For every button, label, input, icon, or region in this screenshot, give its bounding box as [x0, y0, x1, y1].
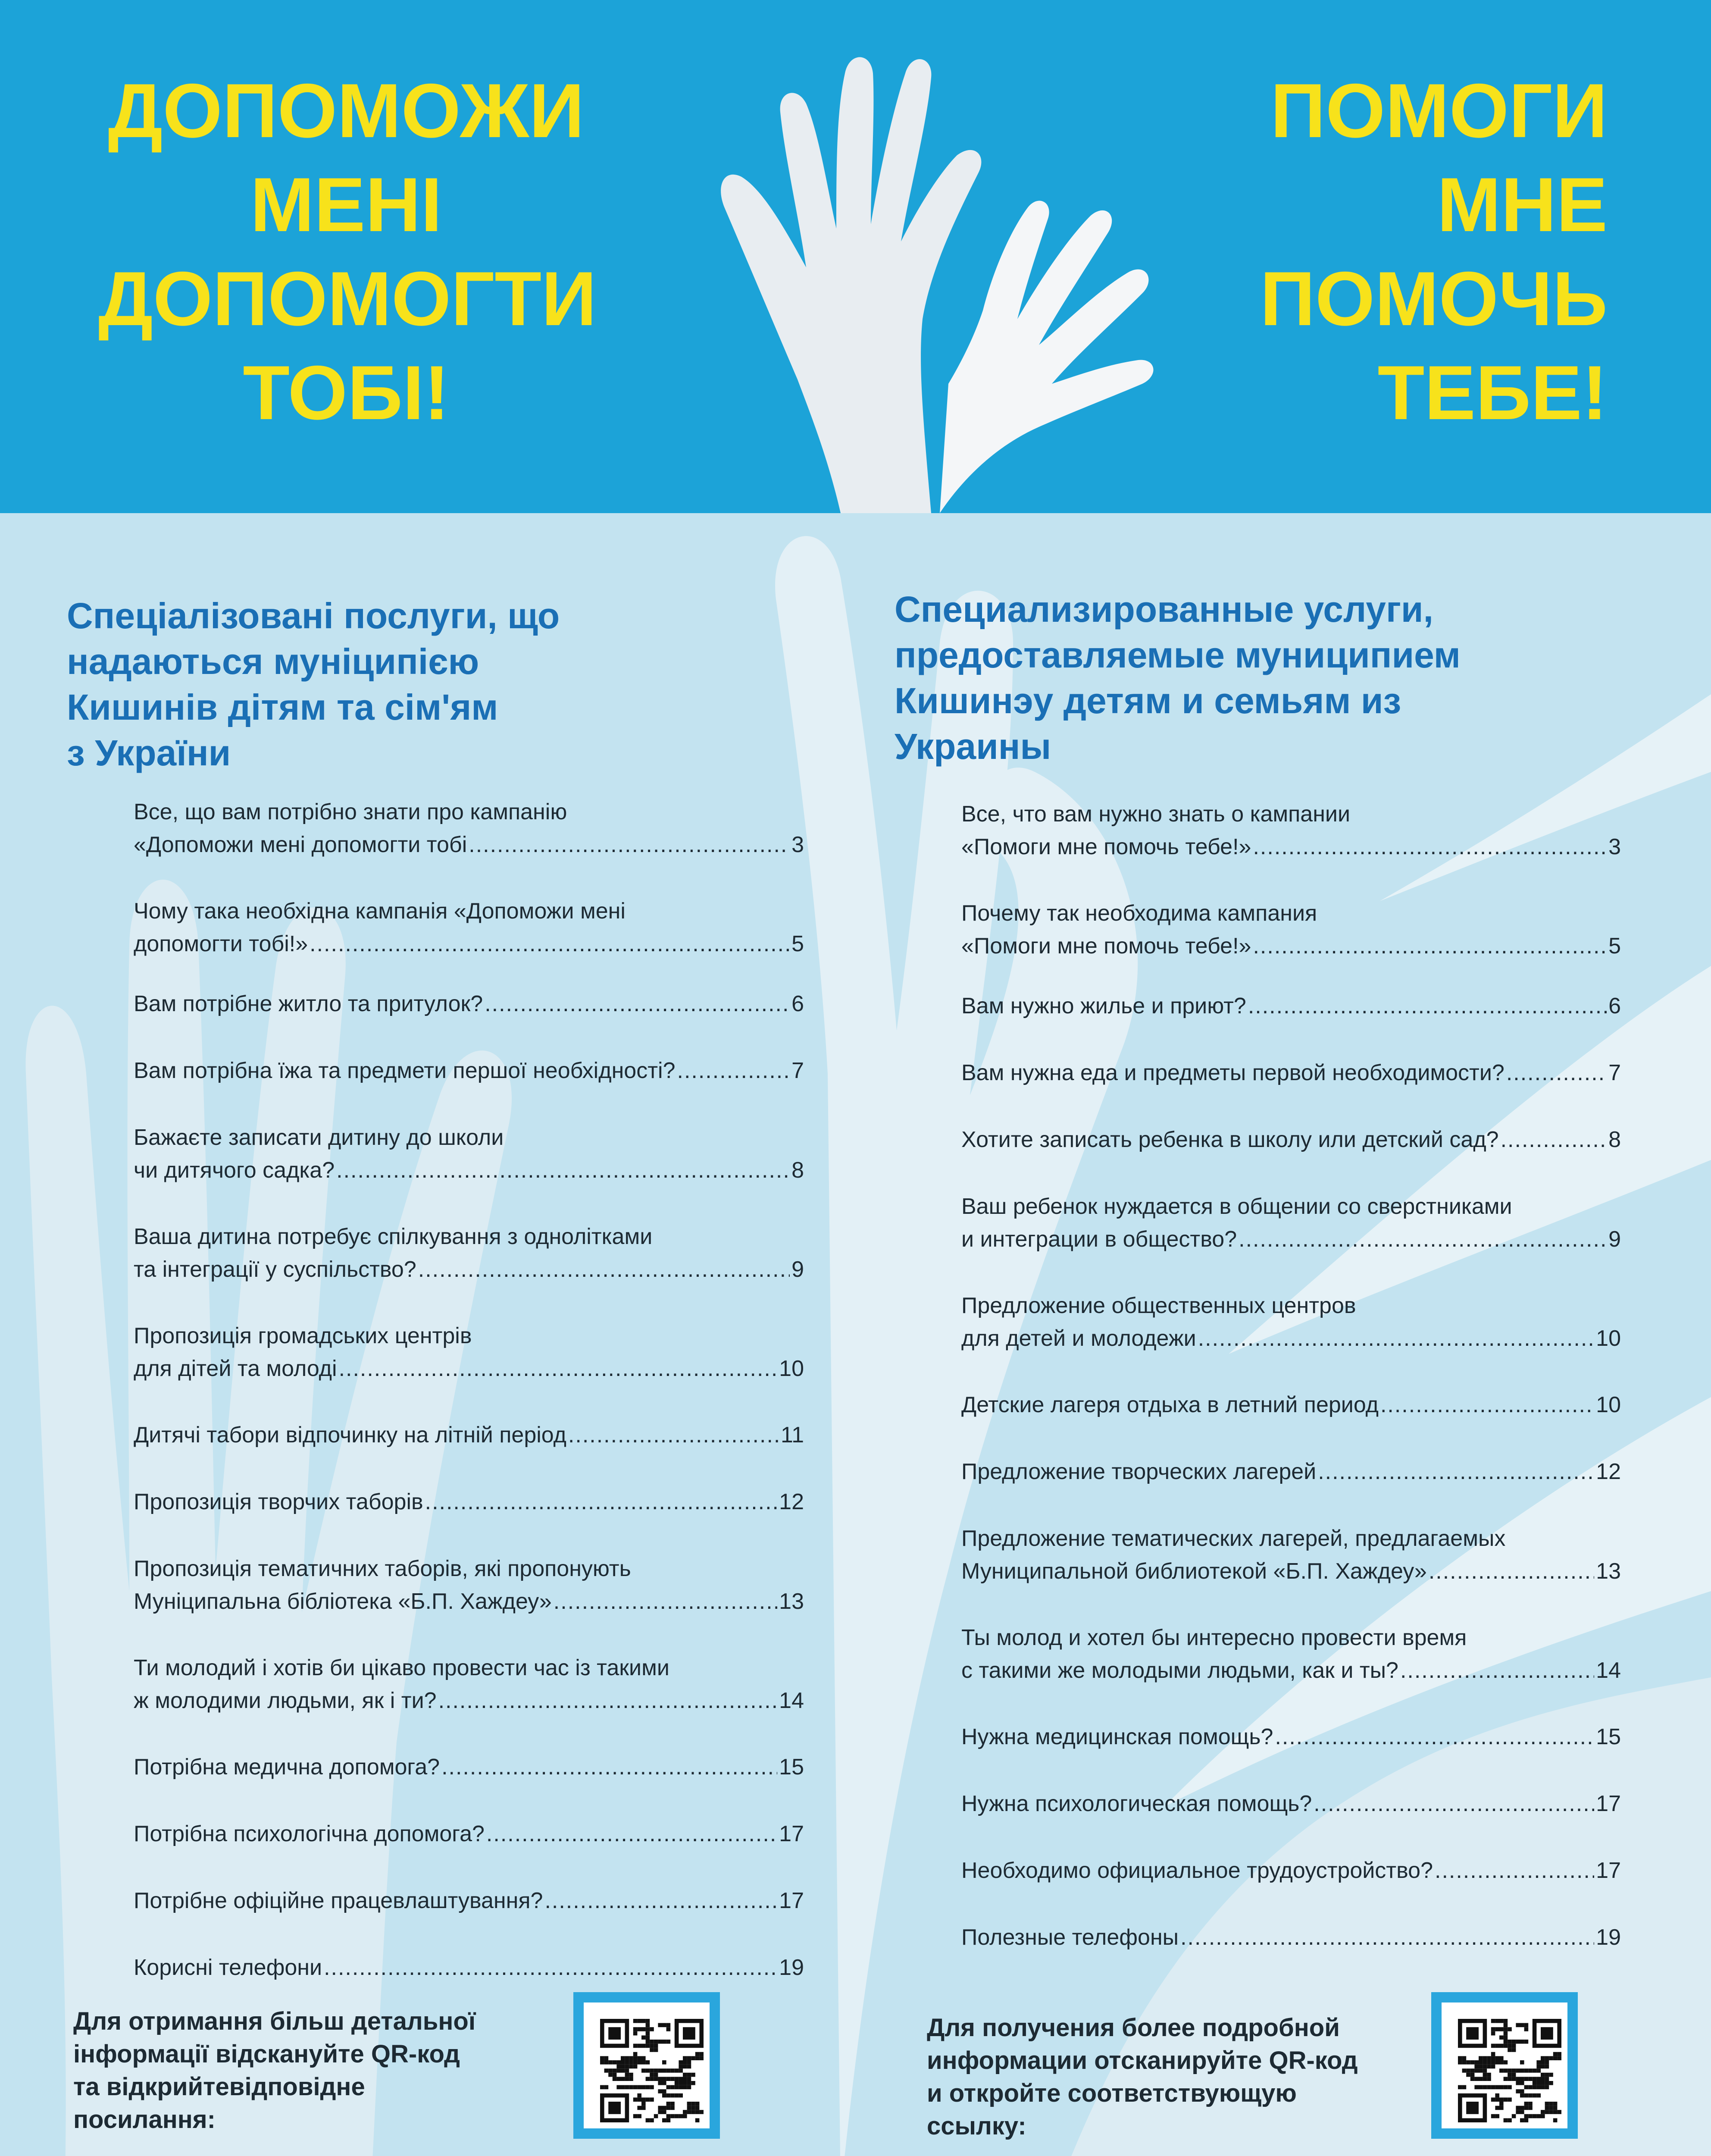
toc-page-number: 12: [1596, 1459, 1621, 1484]
toc-leader-dots: [1275, 1720, 1594, 1753]
toc-leader-dots: [1248, 990, 1607, 1022]
toc-item-text: Потрібна психологічна допомога?: [134, 1821, 485, 1846]
toc-item[interactable]: [134, 1651, 804, 1717]
toc-page-number: 10: [1596, 1392, 1621, 1417]
toc-page-number: 17: [779, 1888, 804, 1913]
toc-item[interactable]: [961, 1455, 1621, 1488]
toc-page-number: 17: [1596, 1858, 1621, 1883]
toc-leader-dots: [1253, 930, 1607, 962]
toc-leader-dots: [418, 1253, 790, 1286]
toc-leader-dots: [1239, 1223, 1607, 1256]
toc-item-line: [961, 1555, 1621, 1588]
toc-item[interactable]: [134, 1220, 804, 1286]
hero-title-ru-line: ПОМОЧЬ: [1260, 256, 1608, 342]
toc-item-text: Вам потрібне житло та притулок?: [134, 991, 483, 1016]
toc-item-line: [961, 1388, 1621, 1421]
toc-item[interactable]: [961, 1621, 1621, 1687]
toc-item-line: [134, 1951, 804, 1984]
toc-item-text: Муниципальной библиотекой «Б.П. Хаждеу»: [961, 1559, 1427, 1584]
toc-item[interactable]: [961, 1522, 1621, 1588]
toc-leader-dots: [1314, 1787, 1594, 1820]
toc-item[interactable]: [134, 1419, 804, 1451]
hero-title-russian: [1220, 64, 1608, 440]
toc-page-number: 13: [1596, 1559, 1621, 1584]
toc-item-text: Все, що вам потрібно знати про кампанію: [134, 799, 567, 824]
toc-item-line: [134, 1818, 804, 1850]
toc-page-number: 5: [791, 931, 804, 956]
hero-title-ru-line: ТЕБЕ!: [1377, 350, 1608, 436]
toc-item-line: [134, 1485, 804, 1518]
toc-page-number: 9: [1608, 1227, 1621, 1252]
toc-item-line: [961, 990, 1621, 1022]
hero-title-ru-line: МНЕ: [1437, 162, 1608, 248]
hero-title-uk-line: ТОБІ!: [243, 350, 450, 436]
toc-item-line: [134, 1054, 804, 1087]
qr-code-icon: [1458, 2019, 1561, 2122]
toc-page-number: 12: [779, 1489, 804, 1514]
toc-item-text: с такими же молодыми людьми, как и ты?: [961, 1658, 1398, 1683]
toc-item-line: [961, 1056, 1621, 1089]
toc-item-text: Муніципальна бібліотека «Б.П. Хаждеу»: [134, 1589, 552, 1614]
toc-item[interactable]: [134, 1751, 804, 1783]
toc-item-text: Вам потрібна їжа та предмети першої необхідності?: [134, 1058, 676, 1083]
toc-leader-dots: [544, 1884, 777, 1917]
toc-page-number: 19: [1596, 1925, 1621, 1950]
toc-item-line: [134, 987, 804, 1020]
toc-item-line: [134, 1253, 804, 1286]
toc-leader-dots: [1435, 1854, 1594, 1887]
toc-item-text: Нужна медицинская помощь?: [961, 1724, 1273, 1749]
toc-item-text: для дітей та молоді: [134, 1356, 337, 1381]
toc-leader-dots: [554, 1585, 777, 1618]
toc-item-text: Предложение творческих лагерей: [961, 1459, 1317, 1484]
toc-item-text: Предложение общественных центров: [961, 1293, 1356, 1318]
toc-item[interactable]: [134, 1951, 804, 1984]
toc-item-line: [961, 1322, 1621, 1355]
toc-item[interactable]: [961, 1123, 1621, 1156]
toc-item-text: Ты молод и хотел бы интересно провести время: [961, 1625, 1467, 1650]
heading-line: Специализированные услуги,: [895, 589, 1433, 630]
toc-item[interactable]: [134, 895, 804, 960]
toc-item[interactable]: [961, 990, 1621, 1022]
toc-item[interactable]: [961, 1388, 1621, 1421]
toc-item[interactable]: [134, 1884, 804, 1917]
toc-item-text: Хотите записать ребенка в школу или детский сад?: [961, 1127, 1499, 1152]
toc-page-number: 7: [791, 1058, 804, 1083]
toc-column-russian: [895, 586, 1621, 1950]
toc-leader-dots: [1400, 1654, 1594, 1687]
toc-item-text: «Допоможи мені допомогти тобі: [134, 832, 467, 857]
toc-item-text: Потрібна медична допомога?: [134, 1755, 440, 1780]
toc-item-text: Чому така необхідна кампанія «Допоможи мені: [134, 899, 626, 924]
toc-item[interactable]: [961, 798, 1621, 863]
toc-item-text: Ти молодий і хотів би цікаво провести час із такими: [134, 1655, 669, 1680]
toc-item-text: Предложение тематических лагерей, предлагаемых: [961, 1526, 1506, 1551]
toc-item-line: [961, 1854, 1621, 1887]
toc-item-text: Бажаєте записати дитину до школи: [134, 1125, 504, 1150]
toc-item-line: [961, 1123, 1621, 1156]
heading-line: надаються муніципією: [67, 641, 479, 682]
qr-text-line: Для получения более подробной: [927, 2014, 1340, 2042]
qr-text-line: посилання:: [73, 2106, 216, 2134]
toc-leader-dots: [441, 1751, 777, 1783]
toc-item-text: Дитячі табори відпочинку на літній період: [134, 1423, 566, 1448]
toc-page-number: 14: [779, 1688, 804, 1713]
toc-item-line: [134, 1154, 804, 1187]
toc-leader-dots: [425, 1485, 778, 1518]
toc-item-line: [961, 1223, 1621, 1256]
toc-item-text: Пропозиція громадських центрів: [134, 1323, 472, 1348]
hero-title-ru-line: ПОМОГИ: [1270, 68, 1608, 154]
toc-item-text: «Помоги мне помочь тебе!»: [961, 834, 1251, 859]
toc-leader-dots: [324, 1951, 777, 1984]
toc-item-text: и интеграции в общество?: [961, 1227, 1237, 1252]
toc-item[interactable]: [134, 1485, 804, 1518]
toc-page-number: 7: [1608, 1060, 1621, 1085]
toc-item-line: [134, 1751, 804, 1783]
toc-item[interactable]: [134, 1552, 804, 1618]
toc-leader-dots: [568, 1419, 779, 1451]
toc-item-text: Ваша дитина потребує спілкування з однолітками: [134, 1224, 653, 1249]
toc-item-line: [961, 1455, 1621, 1488]
toc-page-number: 3: [1608, 834, 1621, 859]
toc-item-line: [134, 828, 804, 861]
hero-banner: [0, 0, 1711, 513]
toc-item-text: Почему так необходима кампания: [961, 901, 1317, 926]
toc-item[interactable]: [961, 1190, 1621, 1256]
toc-item-text: для детей и молодежи: [961, 1326, 1196, 1351]
toc-item-text: «Помоги мне помочь тебе!»: [961, 934, 1251, 959]
toc-item[interactable]: [961, 1720, 1621, 1753]
toc-page-number: 9: [791, 1257, 804, 1282]
toc-item[interactable]: [961, 1289, 1621, 1355]
qr-text-line: Для отримання більш детальної: [73, 2007, 476, 2035]
toc-item-text: чи дитячого садка?: [134, 1158, 335, 1183]
toc-page-number: 11: [781, 1423, 804, 1448]
toc-item-text: Ваш ребенок нуждается в общении со сверстниками: [961, 1194, 1512, 1219]
heading-line: Кишинэу детям и семьям из: [895, 680, 1401, 721]
toc-leader-dots: [336, 1154, 790, 1187]
toc-item-text: Пропозиція тематичних таборів, які пропонують: [134, 1556, 631, 1581]
toc-item-text: Полезные телефоны: [961, 1925, 1179, 1950]
toc-item-text: Корисні телефони: [134, 1955, 322, 1980]
toc-column-ukrainian: [67, 593, 804, 1980]
toc-page-number: 6: [791, 991, 804, 1016]
heading-line: Спеціалізовані послуги, що: [67, 595, 560, 636]
toc-item-text: Вам нужна еда и предметы первой необходимости?: [961, 1060, 1505, 1085]
toc-leader-dots: [1380, 1388, 1594, 1421]
toc-item[interactable]: [961, 1921, 1621, 1954]
toc-leader-dots: [486, 1818, 777, 1850]
toc-leader-dots: [1253, 830, 1607, 863]
toc-item-line: [134, 1585, 804, 1618]
toc-item-text: Нужна психологическая помощь?: [961, 1791, 1312, 1816]
toc-page-number: 19: [779, 1955, 804, 1980]
toc-page-number: 14: [1596, 1658, 1621, 1683]
toc-page-number: 15: [1596, 1724, 1621, 1749]
toc-page-number: 17: [779, 1821, 804, 1846]
toc-item-text: допомогти тобі!»: [134, 931, 308, 956]
toc-page-number: 5: [1608, 934, 1621, 959]
toc-leader-dots: [1501, 1123, 1607, 1156]
hands-illustration: [698, 26, 1181, 513]
heading-line: Украины: [895, 726, 1051, 767]
toc-leader-dots: [677, 1054, 790, 1087]
toc-page-number: 3: [791, 832, 804, 857]
heading-line: Кишинів дітям та сім'ям: [67, 687, 498, 727]
toc-item-line: [961, 1921, 1621, 1954]
qr-text-line: інформації відскануйте QR-код: [73, 2040, 460, 2068]
qr-code-russian[interactable]: [1431, 1992, 1578, 2139]
qr-code-ukrainian[interactable]: [573, 1992, 720, 2139]
toc-leader-dots: [339, 1352, 778, 1385]
toc-leader-dots: [1429, 1555, 1594, 1588]
toc-leader-dots: [310, 928, 790, 960]
toc-item[interactable]: [134, 1054, 804, 1087]
toc-item-text: Пропозиція творчих таборів: [134, 1489, 423, 1514]
toc-leader-dots: [1506, 1056, 1607, 1089]
toc-leader-dots: [1198, 1322, 1594, 1355]
toc-item-text: та інтеграції у суспільство?: [134, 1257, 416, 1282]
toc-item-text: Потрібне офіційне працевлаштування?: [134, 1888, 543, 1913]
toc-leader-dots: [1318, 1455, 1594, 1488]
toc-page-number: 13: [779, 1589, 804, 1614]
toc-item[interactable]: [961, 1056, 1621, 1089]
hero-title-uk-line: ДОПОМОЖИ: [108, 68, 585, 154]
toc-item-line: [961, 930, 1621, 962]
toc-page-number: 10: [1596, 1326, 1621, 1351]
toc-item-line: [134, 1352, 804, 1385]
qr-text-line: та відкрийтевідповідне: [73, 2073, 365, 2101]
qr-instructions-russian: [927, 2012, 1401, 2143]
qr-text-line: информации отсканируйте QR-код: [927, 2046, 1358, 2075]
toc-leader-dots: [485, 987, 790, 1020]
toc-item-text: Вам нужно жилье и приют?: [961, 993, 1246, 1018]
toc-leader-dots: [469, 828, 790, 861]
toc-leader-dots: [438, 1684, 778, 1717]
toc-item[interactable]: [961, 897, 1621, 962]
toc-item-line: [961, 1720, 1621, 1753]
toc-item-line: [134, 1684, 804, 1717]
heading-line: з України: [67, 733, 231, 773]
toc-page-number: 15: [779, 1755, 804, 1780]
toc-item[interactable]: [134, 987, 804, 1020]
toc-page-number: 8: [791, 1158, 804, 1183]
toc-page-number: 17: [1596, 1791, 1621, 1816]
toc-item[interactable]: [134, 796, 804, 861]
toc-item-line: [134, 1419, 804, 1451]
toc-page-number: 8: [1608, 1127, 1621, 1152]
toc-item[interactable]: [961, 1787, 1621, 1820]
qr-code-icon: [600, 2019, 704, 2122]
toc-item-text: ж молодими людьми, як і ти?: [134, 1688, 437, 1713]
hero-title-ukrainian: [98, 64, 597, 440]
toc-leader-dots: [1180, 1921, 1594, 1954]
toc-item-text: Все, что вам нужно знать о кампании: [961, 802, 1351, 827]
qr-instructions-ukrainian: [73, 2005, 526, 2136]
toc-item-line: [961, 1787, 1621, 1820]
toc-heading-ukrainian: [67, 593, 757, 776]
toc-item[interactable]: [134, 1121, 804, 1187]
toc-heading-russian: [895, 586, 1597, 769]
toc-item[interactable]: [961, 1854, 1621, 1887]
qr-text-line: и откройте соответствующую: [927, 2079, 1297, 2107]
toc-item-text: Детские лагеря отдыха в летний период: [961, 1392, 1379, 1417]
hero-title-uk-line: ДОПОМОГТИ: [98, 256, 597, 342]
hero-title-uk-line: МЕНІ: [250, 162, 442, 248]
toc-item-line: [961, 1654, 1621, 1687]
toc-item-line: [134, 928, 804, 960]
qr-text-line: ссылку:: [927, 2112, 1026, 2140]
toc-page-number: 10: [779, 1356, 804, 1381]
heading-line: предоставляемые муниципием: [895, 635, 1461, 675]
toc-item[interactable]: [134, 1818, 804, 1850]
toc-page-number: 6: [1608, 993, 1621, 1018]
toc-item-line: [134, 1884, 804, 1917]
toc-item[interactable]: [134, 1319, 804, 1385]
toc-item-text: Необходимо официальное трудоустройство?: [961, 1858, 1433, 1883]
toc-item-line: [961, 830, 1621, 863]
